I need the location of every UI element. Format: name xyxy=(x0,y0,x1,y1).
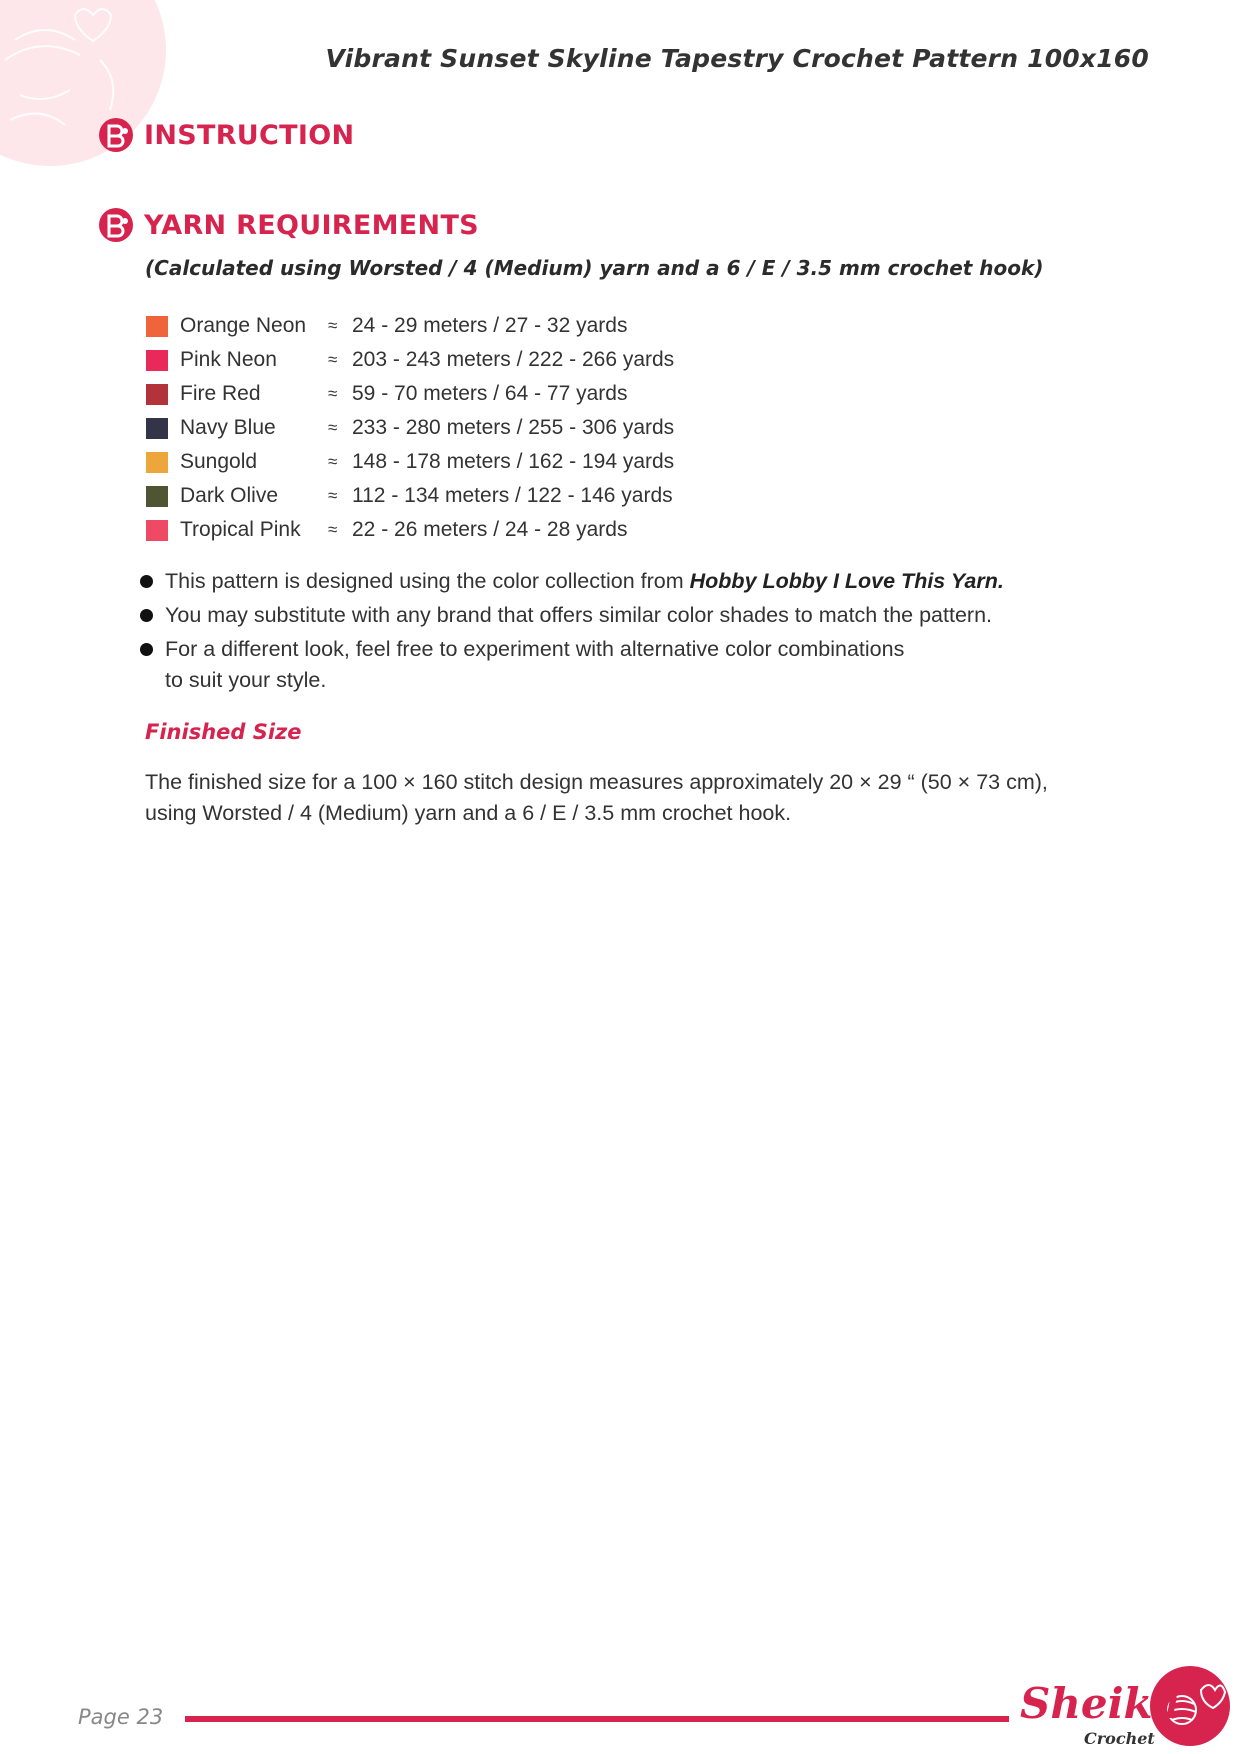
instruction-title: INSTRUCTION xyxy=(144,119,355,151)
yarn-calculation-note: (Calculated using Worsted / 4 (Medium) yarn and a 6 / E / 3.5 mm crochet hook) xyxy=(145,256,1044,280)
yarn-quantity: 22 - 26 meters / 24 - 28 yards xyxy=(352,518,628,541)
yarn-row-dark-olive xyxy=(146,479,674,513)
yarn-row-sungold xyxy=(146,445,674,479)
color-swatch xyxy=(146,452,168,473)
note-item xyxy=(140,600,1140,631)
page-number: Page 23 xyxy=(78,1705,164,1729)
color-swatch xyxy=(146,384,168,405)
approx-symbol: ≈ xyxy=(328,316,338,335)
bullet-icon xyxy=(140,575,153,588)
approx-symbol: ≈ xyxy=(328,350,338,369)
color-swatch xyxy=(146,418,168,439)
yarn-row-fire-red xyxy=(146,377,674,411)
note-text: You may substitute with any brand that offers similar color shades to match the pattern. xyxy=(165,603,992,627)
yarn-row-orange-neon xyxy=(146,309,674,343)
yarn-quantity: 148 - 178 meters / 162 - 194 yards xyxy=(352,450,675,473)
yarn-quantity: 59 - 70 meters / 64 - 77 yards xyxy=(352,382,628,405)
approx-symbol: ≈ xyxy=(328,452,338,471)
finished-size-heading: Finished Size xyxy=(145,720,302,744)
note-text: This pattern is designed using the color collection from xyxy=(165,569,690,593)
yarn-name: Dark Olive xyxy=(180,484,279,507)
instruction-heading xyxy=(98,117,354,153)
color-swatch xyxy=(146,520,168,541)
brand-badge-icon xyxy=(98,117,134,153)
yarn-quantity: 203 - 243 meters / 222 - 266 yards xyxy=(352,348,675,371)
yarn-name: Orange Neon xyxy=(180,314,307,337)
brand-logo xyxy=(1018,1660,1230,1750)
note-item xyxy=(140,566,1140,597)
yarn-name: Navy Blue xyxy=(180,416,276,439)
footer-rule xyxy=(185,1716,1009,1722)
approx-symbol: ≈ xyxy=(328,418,338,437)
yarn-name: Sungold xyxy=(180,450,258,473)
yarn-list xyxy=(146,309,674,547)
yarn-quantity: 24 - 29 meters / 27 - 32 yards xyxy=(352,314,628,337)
brand-logo-text: Sheika xyxy=(1020,1679,1180,1728)
bullet-icon xyxy=(140,609,153,622)
color-swatch xyxy=(146,350,168,371)
yarn-row-tropical-pink xyxy=(146,513,674,547)
yarn-quantity: 233 - 280 meters / 255 - 306 yards xyxy=(352,416,675,439)
yarn-requirements-title: YARN REQUIREMENTS xyxy=(144,209,479,241)
notes-list xyxy=(140,566,1140,699)
yarn-name: Pink Neon xyxy=(180,348,277,371)
brand-badge-icon xyxy=(98,207,134,243)
yarn-name: Fire Red xyxy=(180,382,261,405)
finished-size-line2: using Worsted / 4 (Medium) yarn and a 6 / E / 3.5 mm crochet hook. xyxy=(145,801,792,825)
finished-size-text xyxy=(145,767,1145,829)
yarn-quantity: 112 - 134 meters / 122 - 146 yards xyxy=(352,484,673,507)
yarn-row-pink-neon xyxy=(146,343,674,377)
bullet-icon xyxy=(140,643,153,656)
document-title: Vibrant Sunset Skyline Tapestry Crochet Pattern 100x160 xyxy=(325,44,1149,73)
finished-size-line1: The finished size for a 100 × 160 stitch design measures approximately 20 × 29 “ (50 × 73 cm), xyxy=(145,770,1048,794)
note-brand-emphasis: Hobby Lobby I Love This Yarn. xyxy=(689,569,1004,593)
yarn-row-navy-blue xyxy=(146,411,674,445)
note-item xyxy=(140,634,1140,696)
brand-logo-subtext: Crochet xyxy=(1084,1729,1155,1748)
approx-symbol: ≈ xyxy=(328,486,338,505)
note-text-line1: For a different look, feel free to experiment with alternative color combinations xyxy=(165,637,905,661)
yarn-requirements-heading xyxy=(98,207,479,243)
approx-symbol: ≈ xyxy=(328,384,338,403)
color-swatch xyxy=(146,486,168,507)
yarn-name: Tropical Pink xyxy=(180,518,301,541)
color-swatch xyxy=(146,316,168,337)
approx-symbol: ≈ xyxy=(328,520,338,539)
note-text-line2: to suit your style. xyxy=(165,668,327,692)
